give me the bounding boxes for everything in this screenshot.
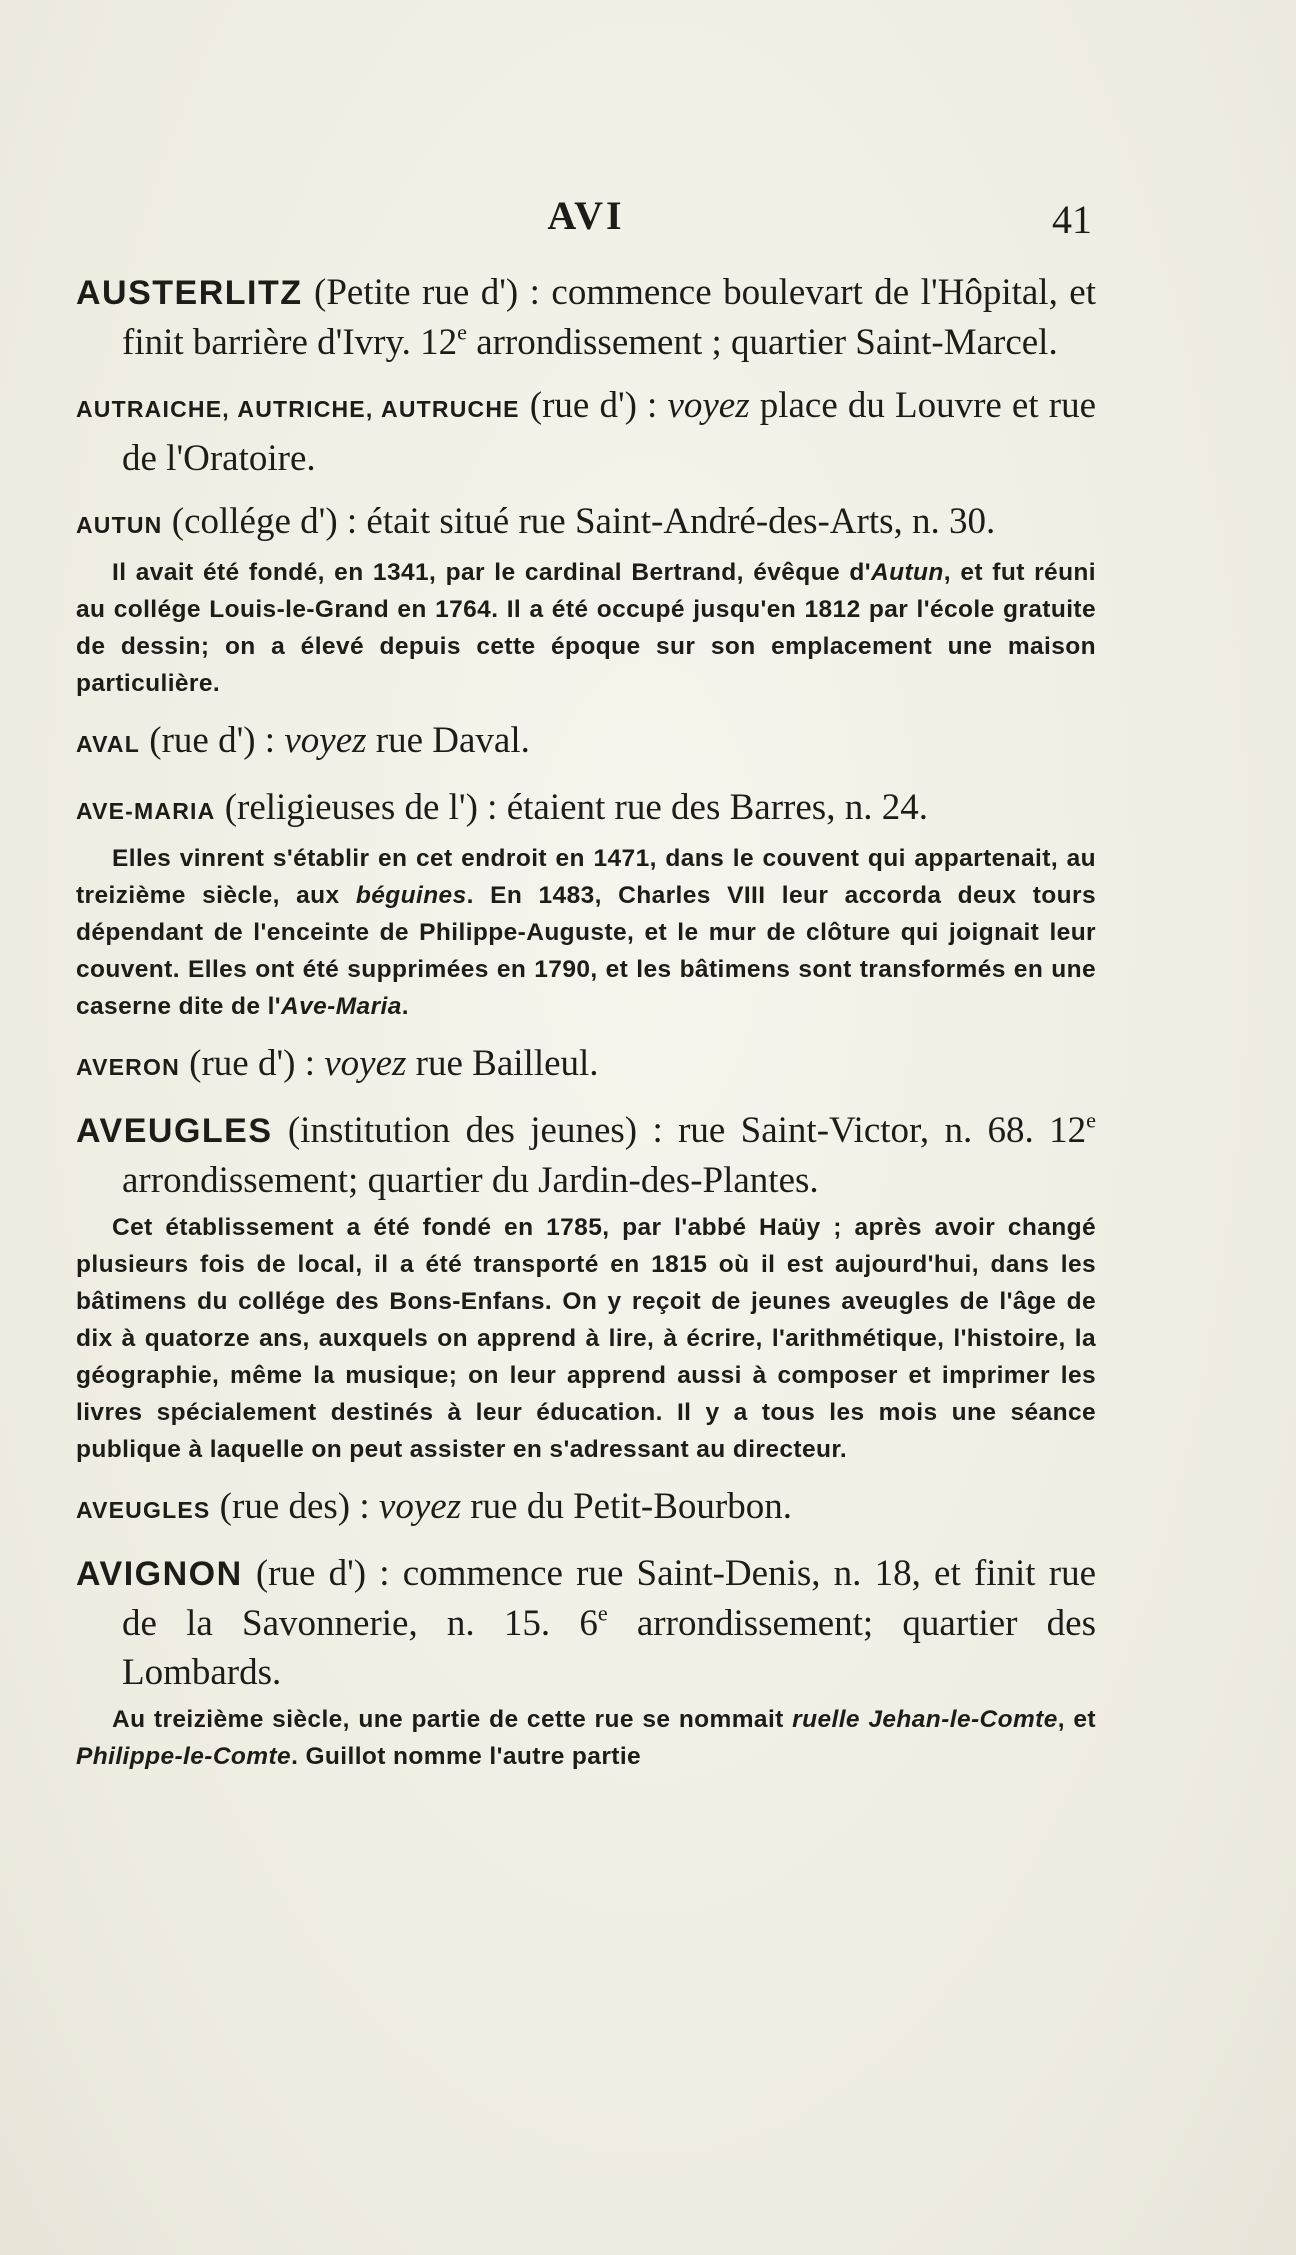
- entry-heading: AUTUN: [76, 512, 163, 538]
- entry-austerlitz: [76, 268, 1096, 367]
- entry-aveugles-institution: [76, 1106, 1096, 1468]
- note-text-end: , et fut réuni au collége Louis-le-Grand en 1764. Il a été occupé jusqu'en 1812 par l'école gratuite de dessin; on a élevé depuis cette époque sur son emplacement une maison particulière.: [76, 559, 1097, 697]
- cross-reference: voyez: [378, 1486, 462, 1527]
- entry-text: (rue d') :: [519, 385, 668, 426]
- note-text: Il avait été fondé, en 1341, par le cardinal Bertrand, évêque d': [112, 559, 872, 586]
- entry-text: (rue d') : commence rue Saint-Denis, n. 18, et finit rue de la Savonnerie, n. 15. 6: [122, 1553, 1096, 1644]
- entry-heading: AUTRAICHE, AUTRICHE, AUTRUCHE: [76, 396, 520, 422]
- entry-note: [76, 1701, 1096, 1775]
- entry-text-end: arrondissement; quartier du Jardin-des-Plantes.: [122, 1160, 819, 1201]
- entry-text: (rue des) :: [210, 1486, 379, 1527]
- entry-note: [76, 840, 1096, 1025]
- entry-text: (institution des jeunes) : rue Saint-Victor, n. 68. 12: [272, 1110, 1087, 1151]
- entry-text-end: rue Daval.: [366, 720, 530, 761]
- entry-main-text: [76, 1039, 1096, 1092]
- entry-autraiche: [76, 381, 1096, 483]
- entry-note: [76, 1209, 1096, 1468]
- ordinal-suffix: e: [1086, 1107, 1096, 1133]
- entry-heading: AVIGNON: [76, 1555, 243, 1593]
- note-text: Cet établissement a été fondé en 1785, par l'abbé Haüy ; après avoir changé plusieurs fois de local, il a été transporté en 1815 où il est aujourd'hui, dans les bâtimens du collége des Bons-Enfans. On y reçoit de jeunes aveugles de l'âge de dix à quatorze ans, auxquels on apprend à lire, à écrire, l'arithmétique, l'histoire, la géographie, même la musique; on leur apprend aussi à composer et imprimer les livres spécialement destinés à leur éducation. Il y a tous les mois une séance publique à laquelle on peut assister en s'adressant au directeur.: [76, 1214, 1096, 1463]
- entry-text-end: arrondissement; quartier des Lombards.: [122, 1603, 1096, 1693]
- entry-autun: [76, 497, 1096, 702]
- note-italic: ruelle Jehan-le-Comte: [792, 1706, 1058, 1733]
- entry-heading: AVE-MARIA: [76, 798, 216, 824]
- entry-main-text: [76, 268, 1096, 367]
- entry-heading: AVAL: [76, 731, 140, 757]
- page-number: 41: [1052, 197, 1092, 242]
- running-head-word: AVI: [547, 193, 625, 238]
- cross-reference: voyez: [667, 385, 750, 426]
- note-text-end: . Guillot nomme l'autre partie: [291, 1743, 642, 1770]
- note-text-middle: . En 1483, Charles VIII leur accorda deux tours dépendant de l'enceinte de Philippe-Auguste, et le mur de clôture qui joignait leur couvent. Elles ont été supprimées en 1790, et les bâtimens sont transformés en une caserne dite de l': [76, 882, 1096, 1020]
- entry-text: (rue d') :: [140, 720, 285, 761]
- entry-text: (religieuses de l') : étaient rue des Barres, n. 24.: [215, 787, 928, 828]
- note-italic: Autun: [871, 559, 944, 586]
- entry-aval: [76, 716, 1096, 769]
- entry-heading: AUSTERLITZ: [76, 274, 303, 312]
- entry-text-end: place du Louvre et rue de l'Oratoire.: [122, 385, 1096, 479]
- entry-ave-maria: [76, 783, 1096, 1025]
- note-italic: béguines: [355, 882, 467, 909]
- entry-aveugles-rue: [76, 1482, 1096, 1535]
- ordinal-suffix: e: [457, 319, 467, 345]
- ordinal-suffix: e: [597, 1600, 608, 1626]
- entry-text: (rue d') :: [179, 1043, 325, 1084]
- entry-heading: AVEUGLES: [76, 1112, 273, 1150]
- page-body: [76, 268, 1096, 1789]
- note-text: Au treizième siècle, une partie de cette rue se nommait: [112, 1706, 793, 1733]
- cross-reference: voyez: [324, 1043, 407, 1084]
- note-text: Elles vinrent s'établir en cet endroit en 1471, dans le couvent qui appartenait, au treizième siècle, aux: [76, 845, 1096, 909]
- entry-text-end: rue Bailleul.: [406, 1043, 599, 1084]
- cross-reference: voyez: [284, 720, 367, 761]
- entry-heading: AVERON: [76, 1054, 180, 1080]
- entry-main-text: [76, 497, 1096, 550]
- entry-text: (Petite rue d') : commence boulevart de l'Hôpital, et finit barrière d'Ivry. 12: [122, 272, 1096, 363]
- note-italic-2: Philippe-le-Comte: [76, 1743, 292, 1770]
- running-head: [76, 192, 1096, 242]
- entry-main-text: [76, 1549, 1096, 1697]
- entry-text-end: arrondissement ; quartier Saint-Marcel.: [466, 322, 1058, 363]
- entry-main-text: [76, 1106, 1096, 1205]
- entry-text: (collége d') : était situé rue Saint-André-des-Arts, n. 30.: [162, 501, 996, 542]
- note-text-middle: , et: [1057, 1706, 1096, 1733]
- entry-note: [76, 554, 1096, 702]
- note-italic-2: Ave-Maria: [281, 993, 402, 1020]
- entry-heading: AVEUGLES: [76, 1497, 211, 1523]
- note-text-end: .: [401, 993, 409, 1020]
- entry-main-text: [76, 381, 1096, 483]
- entry-main-text: [76, 716, 1096, 769]
- entry-text-end: rue du Petit-Bourbon.: [461, 1486, 792, 1527]
- entry-main-text: [76, 783, 1096, 836]
- entry-averon: [76, 1039, 1096, 1092]
- entry-main-text: [76, 1482, 1096, 1535]
- entry-avignon: [76, 1549, 1096, 1775]
